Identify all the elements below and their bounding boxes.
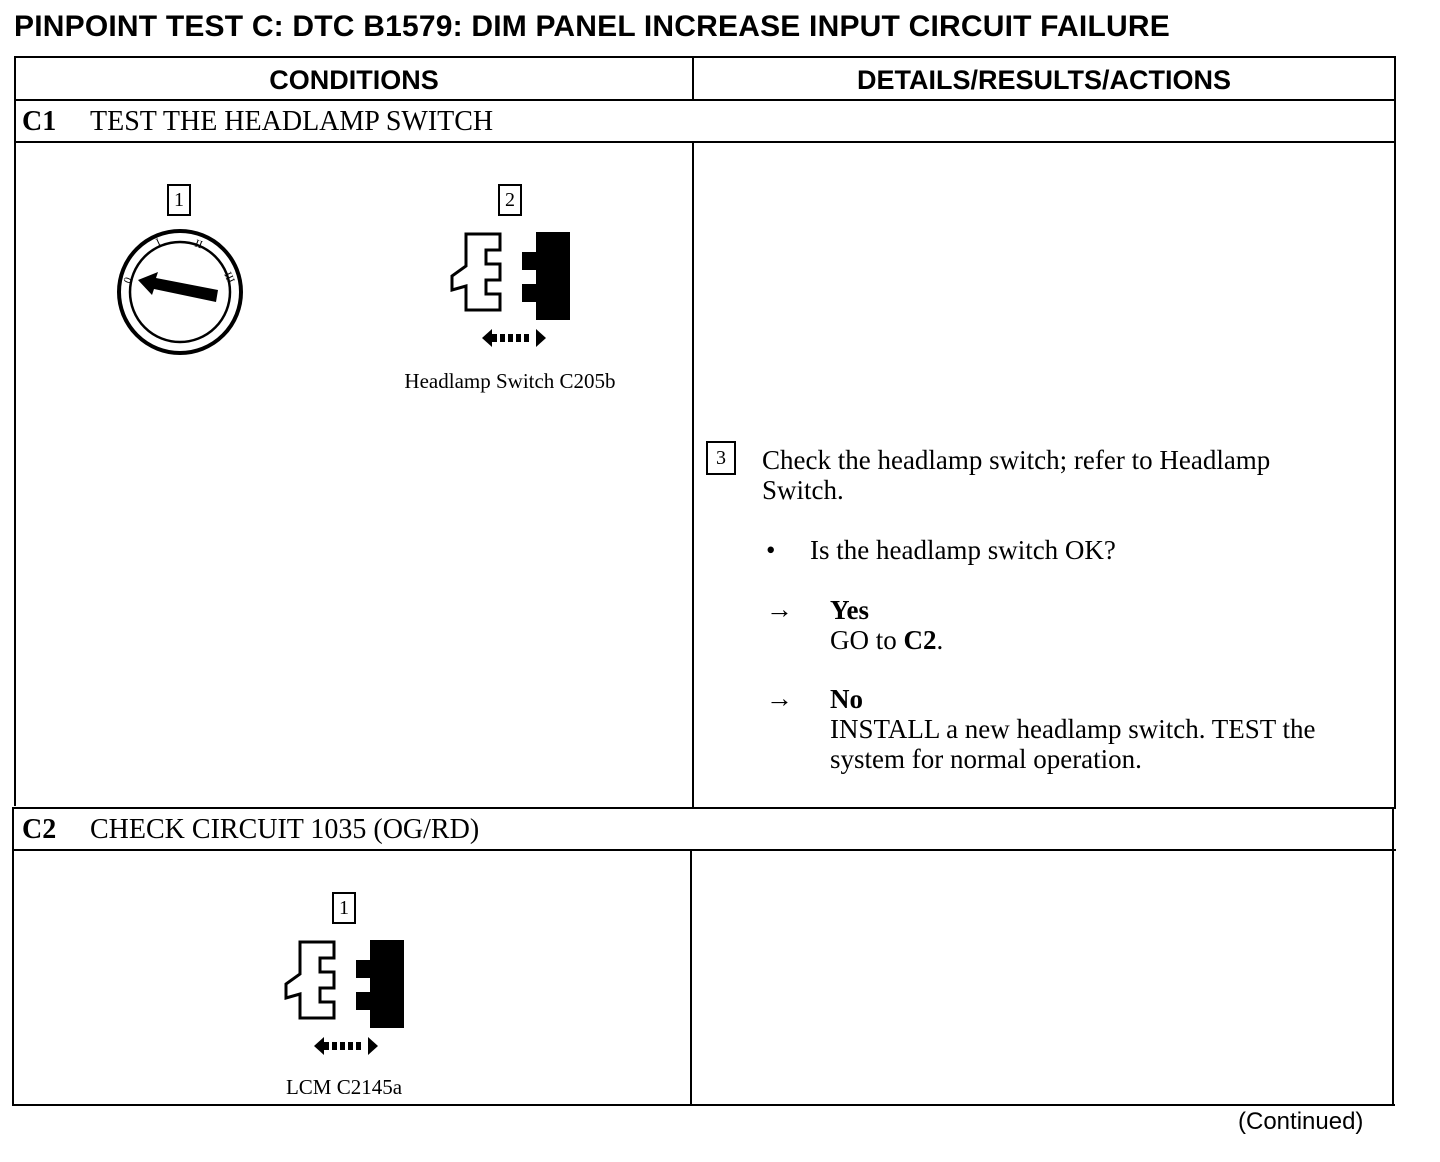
c1-column-divider — [692, 141, 694, 808]
connector-c205b-icon — [444, 228, 578, 356]
step-c1-title: TEST THE HEADLAMP SWITCH — [90, 106, 494, 137]
c2-column-divider — [690, 849, 692, 1106]
column-header-conditions: CONDITIONS — [269, 64, 439, 95]
step-c2-id: C2 — [22, 814, 57, 845]
c1-instruction — [762, 445, 1382, 505]
dial-position-3: III — [221, 270, 237, 286]
dial-position-off: 0 — [121, 275, 135, 286]
c1-yes-label: Yes — [830, 595, 869, 625]
callout-c2-1: 1 — [332, 892, 356, 924]
page-title: PINPOINT TEST C: DTC B1579: DIM PANEL INCREASE INPUT CIRCUIT FAILURE — [14, 10, 1170, 43]
connector-c205b-caption: Headlamp Switch C205b — [404, 369, 616, 393]
table-border-right-lower — [1392, 807, 1394, 1106]
callout-c1-1: 1 — [167, 184, 191, 216]
c1-no-action-line2: system for normal operation. — [830, 744, 1142, 774]
step-c1-title-row — [22, 102, 1382, 142]
callout-c1-3: 3 — [706, 441, 736, 475]
continued-label: (Continued) — [1238, 1108, 1364, 1135]
c1-no-branch — [830, 684, 1385, 774]
table-border-left-upper — [14, 56, 16, 806]
table-border-top — [14, 56, 1396, 58]
callout-c1-2: 2 — [498, 184, 522, 216]
c2-row-top — [14, 807, 1396, 809]
table-border-left-lower — [12, 807, 14, 1106]
connector-lcm-c2145a-caption: LCM C2145a — [285, 1075, 403, 1099]
c1-instruction-line1: Check the headlamp switch; refer to Headlamp — [762, 445, 1271, 475]
no-arrow-icon: → — [766, 683, 793, 713]
c1-no-action-line1: INSTALL a new headlamp switch. TEST the — [830, 714, 1316, 744]
step-c2-title-row — [22, 810, 1382, 850]
step-c2-title: CHECK CIRCUIT 1035 (OG/RD) — [90, 814, 480, 845]
yes-arrow-icon: → — [766, 594, 793, 624]
column-header-details: DETAILS/RESULTS/ACTIONS — [856, 64, 1231, 95]
table-border-bottom — [12, 1104, 1395, 1106]
c1-no-label: No — [830, 684, 863, 714]
step-c1-id: C1 — [22, 106, 57, 137]
c1-yes-action-target: C2 — [903, 625, 937, 655]
c1-yes-action — [830, 625, 1370, 655]
dial-position-1: I — [154, 236, 163, 249]
connector-lcm-c2145a-icon — [278, 936, 412, 1064]
c1-question: Is the headlamp switch OK? — [810, 535, 1116, 565]
c1-yes-action-prefix: GO to — [830, 625, 904, 655]
dial-position-2: II — [192, 237, 204, 252]
c1-question-bullet: • — [766, 535, 776, 565]
c1-instruction-line2: Switch. — [762, 475, 844, 505]
dial-position-labels — [108, 222, 250, 364]
table-border-right-upper — [1394, 56, 1396, 807]
c1-yes-action-suffix: . — [936, 625, 944, 655]
c1-yes-branch — [830, 595, 1370, 655]
